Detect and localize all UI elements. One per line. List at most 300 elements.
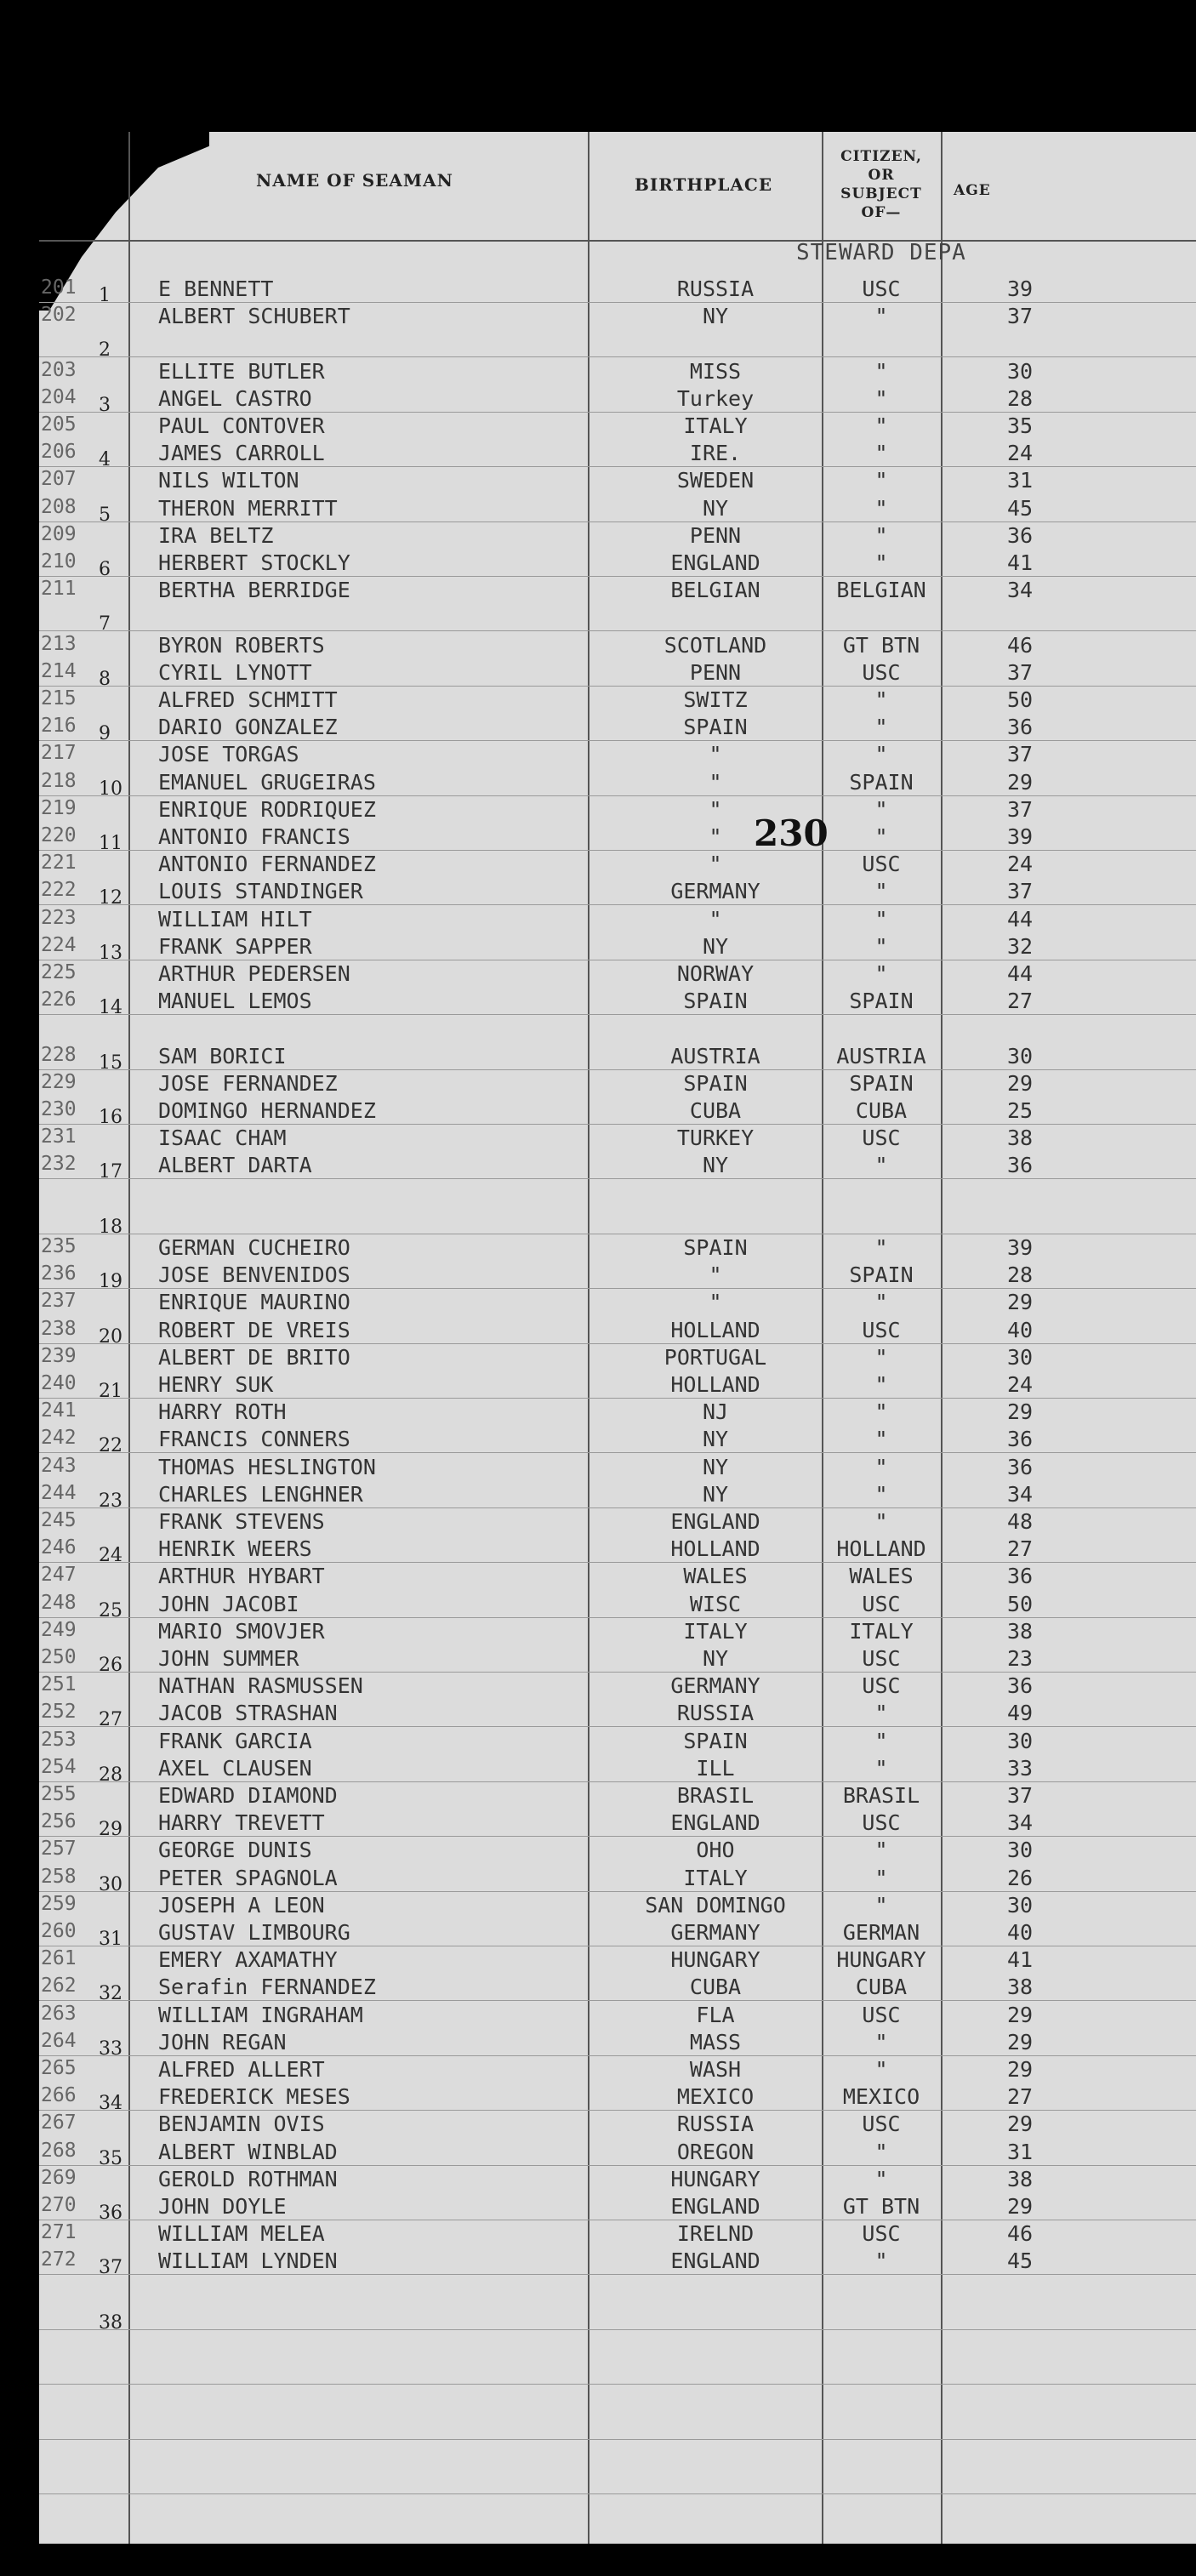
seaman-name: LOUIS STANDINGER [158,879,363,904]
age: 50 [1007,1591,1034,1616]
seaman-name: DOMINGO HERNANDEZ [158,1098,376,1123]
sequence-number: 256 [41,1810,77,1833]
age: 36 [1007,1454,1034,1479]
sequence-number: 262 [41,1975,77,1998]
seaman-name: HERBERT STOCKLY [158,550,350,575]
sequence-number: 231 [41,1126,77,1148]
age: 38 [1007,1618,1034,1644]
seaman-name: SAM BORICI [158,1043,287,1069]
sequence-number: 245 [41,1509,77,1531]
age: 24 [1007,1372,1034,1397]
sequence-number: 208 [41,495,77,518]
birthplace: FLA [696,2002,735,2027]
age: 33 [1007,1755,1034,1781]
line-number: 25 [99,1599,122,1621]
seaman-name: HENRY SUK [158,1372,274,1397]
sequence-number: 249 [41,1618,77,1641]
table-row [39,276,1196,304]
citizen-column-header [830,147,932,222]
seaman-name: ARTHUR PEDERSEN [158,961,350,986]
sequence-number: 228 [41,1043,77,1066]
line-number: 5 [99,504,111,526]
citizenship: BELGIAN [836,578,926,603]
table-row [39,770,1196,797]
age: 27 [1007,989,1034,1014]
age: 36 [1007,1564,1034,1589]
seaman-name: PAUL CONTOVER [158,413,325,438]
birthplace-column-header: BIRTHPLACE [635,174,773,195]
sequence-number: 243 [41,1454,77,1477]
age: 30 [1007,1838,1034,1863]
line-number: 3 [99,394,111,416]
age: 35 [1007,413,1034,438]
sequence-number: 236 [41,1262,77,1285]
sequence-number: 220 [41,824,77,846]
age: 29 [1007,769,1034,795]
age: 36 [1007,1153,1034,1178]
ruled-line [39,2384,1196,2385]
seaman-name: CYRIL LYNOTT [158,659,312,685]
age: 24 [1007,852,1034,877]
table-row [39,1044,1196,1071]
sequence-number: 214 [41,659,77,682]
birthplace: SPAIN [683,715,748,740]
table-row [39,1564,1196,1591]
ruled-line [39,630,1196,631]
sequence-number: 232 [41,1153,77,1176]
sequence-number: 238 [41,1317,77,1340]
seaman-name: EMANUEL GRUGEIRAS [158,769,376,795]
table-row [39,1372,1196,1399]
citizenship: GT BTN [842,2194,920,2219]
seaman-name: JOHN REGAN [158,2029,287,2055]
age: 44 [1007,961,1034,986]
sequence-number: 242 [41,1427,77,1450]
birthplace: NY [702,1481,729,1507]
table-row [39,687,1196,715]
citizenship: " [874,1454,888,1479]
citizenship: " [874,495,888,521]
sequence-number: 215 [41,687,77,710]
sequence-number: 255 [41,1783,77,1805]
table-row [39,1262,1196,1293]
birthplace: ENGLAND [670,550,760,575]
table-row [39,1673,1196,1701]
citizenship: " [874,1838,888,1863]
age: 29 [1007,2002,1034,2027]
birthplace: NY [702,495,729,521]
citizenship: AUSTRIA [836,1043,926,1069]
sequence-number: 204 [41,385,77,408]
age: 36 [1007,522,1034,548]
birthplace: " [709,769,722,795]
table-row [39,2248,1196,2279]
seaman-name: FRANK GARCIA [158,1728,312,1753]
seaman-name: CHARLES LENGHNER [158,1481,363,1507]
sequence-number: 252 [41,1701,77,1724]
citizenship: " [874,358,888,384]
seaman-name: GERMAN CUCHEIRO [158,1235,350,1260]
table-row [39,907,1196,934]
table-row [39,1153,1196,1180]
age: 34 [1007,1481,1034,1507]
citizenship: " [874,1427,888,1452]
seaman-name: PETER SPAGNOLA [158,1865,338,1890]
birthplace: OREGON [676,2139,755,2164]
citizenship: SPAIN [849,1262,914,1288]
seaman-name: ELLITE BUTLER [158,358,325,384]
table-row [39,386,1196,413]
table-row [39,961,1196,989]
birthplace: PENN [689,522,742,548]
seaman-name: FREDERICK MESES [158,2084,350,2110]
birthplace: IRE. [689,441,742,466]
age: 29 [1007,2194,1034,2219]
line-number: 24 [99,1545,122,1567]
citizenship: " [874,468,888,493]
seaman-name: JOHN SUMMER [158,1646,299,1671]
sequence-number: 269 [41,2166,77,2189]
citizenship: GERMAN [842,1920,920,1945]
line-number: 16 [99,1107,122,1128]
citizen-header-line-3: SUBJECT [840,185,922,202]
birthplace: NY [702,933,729,959]
sequence-number: 223 [41,906,77,929]
ruled-line [39,2493,1196,2494]
line-number: 21 [99,1381,122,1402]
seaman-name: BERTHA BERRIDGE [158,578,350,603]
birthplace: HOLLAND [670,1536,760,1562]
age: 27 [1007,1536,1034,1562]
birthplace: " [709,852,722,877]
citizenship: " [874,2139,888,2164]
table-row [39,1399,1196,1427]
line-number: 4 [99,449,111,471]
table-row [39,2084,1196,2115]
citizenship: " [874,441,888,466]
seaman-name: ALBERT WINBLAD [158,2139,338,2164]
table-row [39,304,1196,331]
birthplace: HOLLAND [670,1317,760,1342]
birthplace: GERMANY [670,1673,760,1699]
line-number: 9 [99,723,111,745]
seaman-name: WILLIAM HILT [158,906,312,932]
birthplace: ITALY [683,1618,748,1644]
table-row [39,1290,1196,1317]
birthplace: WISC [689,1591,742,1616]
sequence-number: 216 [41,715,77,738]
citizenship: " [874,906,888,932]
birthplace: OHO [696,1838,735,1863]
age: 38 [1007,1126,1034,1151]
birthplace: HUNGARY [670,1947,760,1973]
seaman-name: FRANK SAPPER [158,933,312,959]
table-row [39,660,1196,687]
seaman-name: ANGEL CASTRO [158,385,312,411]
seaman-name: DARIO GONZALEZ [158,715,338,740]
sequence-number: 244 [41,1481,77,1504]
line-number: 17 [99,1161,122,1183]
sequence-number: 272 [41,2248,77,2271]
citizenship: ITALY [849,1618,914,1644]
line-number: 28 [99,1764,122,1786]
citizenship: USC [862,2221,901,2247]
birthplace: RUSSIA [676,276,755,301]
citizenship: " [874,1153,888,1178]
citizenship: " [874,1481,888,1507]
citizen-header-line-4: OF— [861,204,902,221]
birthplace: MISS [689,358,742,384]
table-row [39,2112,1196,2139]
sequence-number: 251 [41,1673,77,1696]
sequence-number: 265 [41,2057,77,2079]
sequence-number: 257 [41,1838,77,1861]
seaman-name: IRA BELTZ [158,522,274,548]
citizenship: SPAIN [849,769,914,795]
citizenship: USC [862,1317,901,1342]
sequence-number: 205 [41,413,77,436]
age: 29 [1007,2112,1034,2137]
sequence-number: 247 [41,1564,77,1587]
sequence-number: 210 [41,550,77,573]
age: 26 [1007,1865,1034,1890]
birthplace: NY [702,1454,729,1479]
citizenship: USC [862,2112,901,2137]
line-number: 7 [99,613,111,635]
age: 38 [1007,2166,1034,2191]
age: 30 [1007,1892,1034,1918]
sequence-number: 268 [41,2139,77,2162]
citizenship: " [874,933,888,959]
birthplace: " [709,742,722,767]
line-number: 35 [99,2147,122,2169]
citizenship: USC [862,1673,901,1699]
sequence-number: 222 [41,879,77,902]
seaman-name: NATHAN RASMUSSEN [158,1673,363,1699]
ruled-line [39,2439,1196,2440]
birthplace: " [709,824,722,849]
seaman-name: HARRY TREVETT [158,1810,325,1836]
age: 31 [1007,468,1034,493]
birthplace: NY [702,1427,729,1452]
age: 49 [1007,1701,1034,1726]
sequence-number: 261 [41,1947,77,1970]
citizenship: BRASIL [842,1783,920,1808]
line-number: 8 [99,668,111,690]
table-row [39,550,1196,578]
seaman-name: THERON MERRITT [158,495,338,521]
citizenship: CUBA [855,1975,908,2000]
age: 29 [1007,1290,1034,1315]
table-row [39,633,1196,660]
table-row [39,1126,1196,1153]
table-row [39,1427,1196,1457]
age: 37 [1007,659,1034,685]
line-number: 26 [99,1655,122,1676]
citizenship: " [874,2057,888,2082]
sequence-number: 217 [41,742,77,765]
citizenship: GT BTN [842,632,920,658]
seaman-name: ENRIQUE RODRIQUEZ [158,796,376,822]
birthplace: Turkey [676,385,755,411]
citizenship: SPAIN [849,1070,914,1096]
table-row [39,1701,1196,1731]
line-number: 22 [99,1435,122,1457]
age: 45 [1007,2248,1034,2274]
birthplace: MASS [689,2029,742,2055]
stamp-number: 230 [754,812,829,854]
line-number: 36 [99,2203,122,2224]
table-row [39,2057,1196,2084]
citizenship: USC [862,852,901,877]
citizenship: " [874,385,888,411]
birthplace: RUSSIA [676,1701,755,1726]
age: 27 [1007,2084,1034,2110]
seaman-name: Serafin FERNANDEZ [158,1975,376,2000]
birthplace: GERMANY [670,879,760,904]
sequence-number: 224 [41,933,77,956]
birthplace: SCOTLAND [663,632,767,658]
birthplace: ENGLAND [670,1810,760,1836]
birthplace: BRASIL [676,1783,755,1808]
line-number: 32 [99,1983,122,2005]
seaman-name: ARTHUR HYBART [158,1564,325,1589]
seaman-name: ENRIQUE MAURINO [158,1290,350,1315]
sequence-number: 207 [41,468,77,491]
table-row [39,413,1196,441]
sequence-number: 263 [41,2002,77,2025]
birthplace: ITALY [683,413,748,438]
birthplace: SPAIN [683,1235,748,1260]
seaman-name: GEORGE DUNIS [158,1838,312,1863]
birthplace: SAN DOMINGO [645,1892,786,1918]
table-row [39,1947,1196,1975]
age: 41 [1007,1947,1034,1973]
age: 30 [1007,1043,1034,1069]
sequence-number: 202 [41,304,77,327]
birthplace: " [709,906,722,932]
age: 25 [1007,1098,1034,1123]
age: 37 [1007,1783,1034,1808]
birthplace: SWITZ [683,687,748,712]
seaman-name: ALBERT DE BRITO [158,1344,350,1370]
birthplace: SPAIN [683,989,748,1014]
sequence-number: 226 [41,989,77,1012]
seaman-name: ALBERT DARTA [158,1153,312,1178]
seaman-name: AXEL CLAUSEN [158,1755,312,1781]
citizenship: HOLLAND [836,1536,926,1562]
citizenship: " [874,796,888,822]
citizenship: " [874,1509,888,1534]
table-row [39,1345,1196,1372]
seaman-name: JOSEPH A LEON [158,1892,325,1918]
seaman-name: ROBERT DE VREIS [158,1317,350,1342]
age: 44 [1007,906,1034,932]
line-number: 2 [99,339,111,362]
citizenship: " [874,1372,888,1397]
seaman-name: ANTONIO FERNANDEZ [158,852,376,877]
birthplace: IRELND [676,2221,755,2247]
sequence-number: 271 [41,2221,77,2244]
sequence-number: 248 [41,1591,77,1614]
citizenship: SPAIN [849,989,914,1014]
citizenship: USC [862,1591,901,1616]
line-number: 33 [99,2037,122,2060]
age: 36 [1007,1673,1034,1699]
seaman-name: JOHN DOYLE [158,2194,287,2219]
table-row [39,1810,1196,1841]
birthplace: GERMANY [670,1920,760,1945]
citizenship: " [874,1399,888,1425]
age: 30 [1007,1728,1034,1753]
citizenship: " [874,1892,888,1918]
table-row [39,2140,1196,2167]
sequence-number: 229 [41,1070,77,1093]
age: 30 [1007,1344,1034,1370]
birthplace: " [709,1262,722,1288]
sequence-number: 225 [41,961,77,983]
line-number: 10 [99,778,122,800]
table-row [39,2030,1196,2057]
birthplace: HOLLAND [670,1372,760,1397]
sequence-number: 270 [41,2194,77,2216]
birthplace: NY [702,1153,729,1178]
age: 29 [1007,1399,1034,1425]
citizenship: " [874,1755,888,1781]
birthplace: ENGLAND [670,2248,760,2274]
citizenship: " [874,1865,888,1890]
age: 36 [1007,1427,1034,1452]
age: 34 [1007,1810,1034,1836]
age: 39 [1007,1235,1034,1260]
sequence-number: 230 [41,1098,77,1120]
age-column-header: AGE [954,182,991,199]
age: 39 [1007,824,1034,849]
line-number: 37 [99,2257,122,2279]
table-row [39,441,1196,471]
seaman-name: MARIO SMOVJER [158,1618,325,1644]
table-row [39,578,1196,605]
sequence-number: 246 [41,1536,77,1559]
table-row [39,1975,1196,2005]
age: 50 [1007,687,1034,712]
citizenship: " [874,961,888,986]
citizenship: " [874,550,888,575]
citizenship: USC [862,276,901,301]
age: 41 [1007,550,1034,575]
birthplace: SWEDEN [676,468,755,493]
table-row [39,359,1196,386]
sequence-number: 235 [41,1235,77,1257]
sequence-number: 240 [41,1372,77,1394]
citizenship: USC [862,2002,901,2027]
table-row [39,1619,1196,1646]
header-rule [39,240,1196,242]
ruled-line [39,2329,1196,2330]
sequence-number: 201 [41,276,77,299]
table-row [39,852,1196,879]
birthplace: ENGLAND [670,1509,760,1534]
birthplace: ITALY [683,1865,748,1890]
seaman-name: ALFRED ALLERT [158,2057,325,2082]
birthplace: CUBA [689,1098,742,1123]
sequence-number: 266 [41,2084,77,2107]
citizen-header-line-2: OR [868,167,895,184]
seaman-name: BENJAMIN OVIS [158,2112,325,2137]
birthplace: HUNGARY [670,2166,760,2191]
line-number: 6 [99,559,111,580]
age: 40 [1007,1317,1034,1342]
